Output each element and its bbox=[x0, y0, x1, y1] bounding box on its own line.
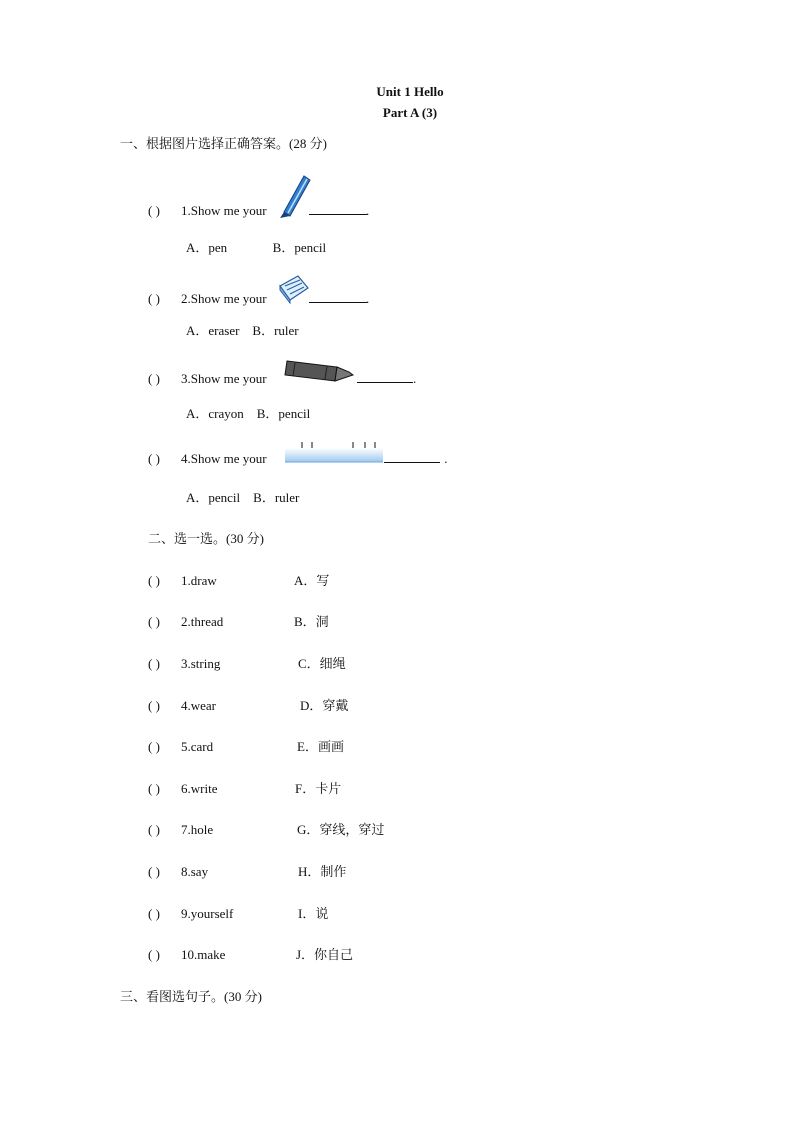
match-7-word: 7.hole bbox=[181, 822, 214, 837]
match-8-answer: H．制作 bbox=[298, 864, 347, 879]
question-1-text: 1.Show me your bbox=[181, 203, 267, 218]
page-subtitle: Part A (3) bbox=[382, 105, 438, 120]
match-8-word: 8.say bbox=[181, 864, 209, 879]
question-1-paren[interactable]: ( ) bbox=[148, 203, 160, 218]
match-1-paren[interactable]: ( ) bbox=[148, 573, 160, 588]
question-1-suffix: . bbox=[366, 203, 370, 218]
match-4-word: 4.wear bbox=[181, 698, 217, 713]
section-heading-2: 二、选一选。(30 分) bbox=[148, 531, 264, 546]
match-5-word: 5.card bbox=[181, 739, 214, 754]
ruler-icon bbox=[285, 440, 385, 464]
question-3-paren[interactable]: ( ) bbox=[148, 371, 160, 386]
match-2-answer: B．洞 bbox=[294, 614, 329, 629]
match-3-paren[interactable]: ( ) bbox=[148, 656, 160, 671]
question-3-suffix: . bbox=[413, 371, 417, 386]
match-9-answer: I．说 bbox=[298, 906, 329, 921]
answer-blank-3[interactable] bbox=[357, 371, 413, 383]
match-2-word: 2.thread bbox=[181, 614, 224, 629]
question-3-options: A．crayon B．pencil bbox=[186, 406, 311, 421]
match-6-answer: F．卡片 bbox=[295, 781, 342, 796]
match-1-answer: A．写 bbox=[294, 573, 330, 588]
match-2-paren[interactable]: ( ) bbox=[148, 614, 160, 629]
question-2-text: 2.Show me your bbox=[181, 291, 267, 306]
answer-blank-1[interactable] bbox=[309, 203, 367, 215]
question-2-paren[interactable]: ( ) bbox=[148, 291, 160, 306]
match-4-answer: D．穿戴 bbox=[300, 698, 349, 713]
question-2-options: A．eraser B．ruler bbox=[186, 323, 299, 338]
match-9-word: 9.yourself bbox=[181, 906, 234, 921]
answer-blank-2[interactable] bbox=[309, 291, 367, 303]
eraser-icon bbox=[278, 272, 310, 304]
match-8-paren[interactable]: ( ) bbox=[148, 864, 160, 879]
question-4-suffix: . bbox=[441, 451, 448, 466]
question-4-paren[interactable]: ( ) bbox=[148, 451, 160, 466]
match-6-word: 6.write bbox=[181, 781, 218, 796]
match-10-word: 10.make bbox=[181, 947, 226, 962]
match-10-paren[interactable]: ( ) bbox=[148, 947, 160, 962]
match-3-answer: C．细绳 bbox=[298, 656, 346, 671]
page-title: Unit 1 Hello bbox=[376, 84, 444, 99]
match-6-paren[interactable]: ( ) bbox=[148, 781, 160, 796]
section-heading-1: 一、根据图片选择正确答案。(28 分) bbox=[120, 136, 327, 151]
question-1-options: A．pen B．pencil bbox=[186, 240, 327, 255]
answer-blank-4[interactable] bbox=[384, 451, 440, 463]
match-10-answer: J．你自己 bbox=[296, 947, 354, 962]
match-5-answer: E．画画 bbox=[297, 739, 344, 754]
match-7-answer: G．穿线，穿过 bbox=[297, 822, 385, 837]
match-9-paren[interactable]: ( ) bbox=[148, 906, 160, 921]
match-4-paren[interactable]: ( ) bbox=[148, 698, 160, 713]
pencil-icon bbox=[276, 172, 312, 218]
crayon-icon bbox=[285, 357, 357, 383]
question-4-options: A．pencil B．ruler bbox=[186, 490, 300, 505]
question-3-text: 3.Show me your bbox=[181, 371, 267, 386]
section-heading-3: 三、看图选句子。(30 分) bbox=[120, 989, 262, 1004]
match-5-paren[interactable]: ( ) bbox=[148, 739, 160, 754]
match-7-paren[interactable]: ( ) bbox=[148, 822, 160, 837]
match-1-word: 1.draw bbox=[181, 573, 217, 588]
match-3-word: 3.string bbox=[181, 656, 221, 671]
question-4-text: 4.Show me your bbox=[181, 451, 267, 466]
question-2-suffix: . bbox=[366, 291, 370, 306]
